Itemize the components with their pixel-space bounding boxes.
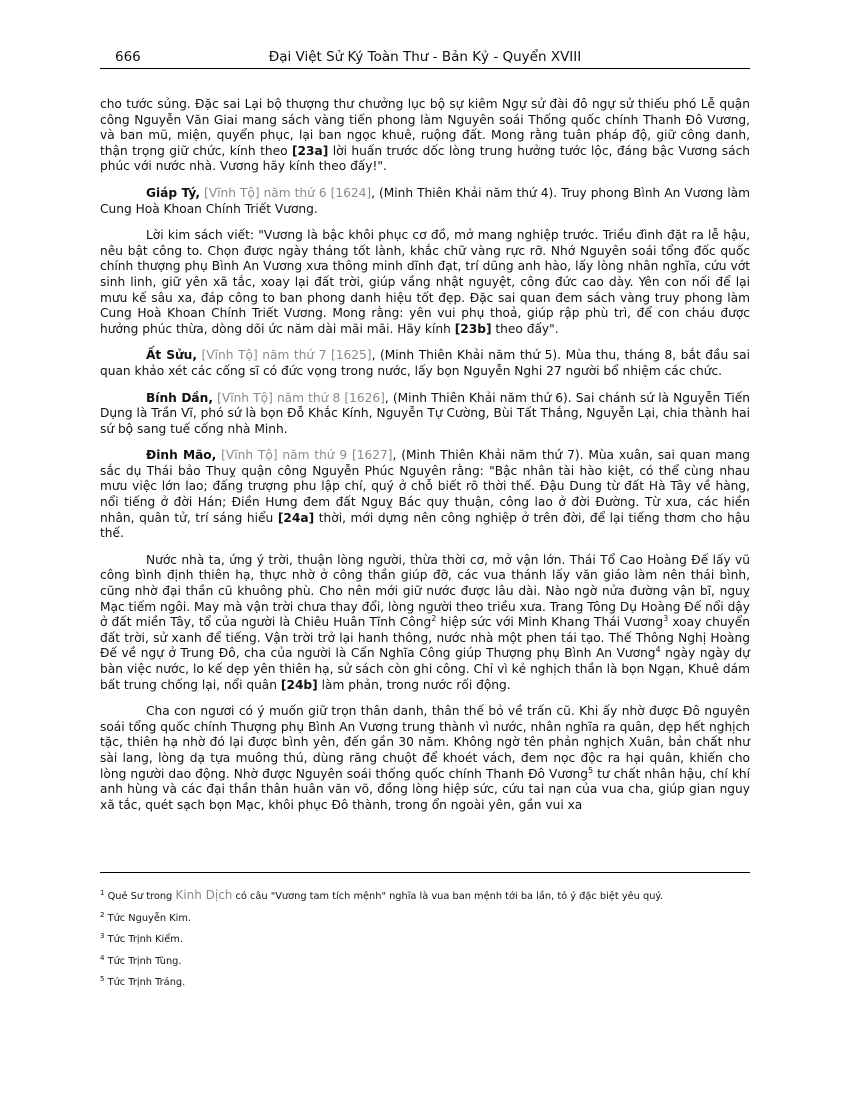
year-heading: Giáp Tý, xyxy=(146,185,200,200)
paragraph: Cha con ngươi có ý muốn giữ trọn thân danh, thân thế bỏ về trấn cũ. Khi ấy nhờ được Đô nguyên soái tổng quốc chính Thượng phụ Bình An Vương trung thành vì nước, nhân nghĩa ra quân, dẹp hết nghịch tặc, thiên hạ nhờ đó lại được bình yên, đến gần 30 năm. Không ngờ tên phản nghịch Xuân, bản chất như sài lang, lòng dạ tựa muông thú, dùng răng chuột để khoét vách, đem nọc độc ra hại quân, khiến cho lòng người dao động. Nhờ được Nguyên soái thống quốc chính Thanh Đô Vương$^5$ tư chất nhân hậu, chí khí anh hùng và các đại thần thân huân văn võ, đồng lòng hiệp sức, cứu tai nạn của vua cha, giúp gian nguy xã tắc, quét sạch bọn Mạc, khôi phục Đô thành, trong ổn ngoài yên, gần vui xa xyxy=(100,704,750,812)
reign-label: [Vĩnh Tộ] năm thứ 9 [1627] xyxy=(221,448,393,463)
year-heading: Ất Sửu, xyxy=(146,348,197,363)
page-ref: [23a] xyxy=(291,143,329,158)
page-ref: [23b] xyxy=(454,321,492,336)
header-rule xyxy=(100,68,750,69)
footnote: $^2$ Tức Nguyễn Kim. xyxy=(100,910,191,924)
reign-label: [Vĩnh Tộ] năm thứ 7 [1625] xyxy=(201,348,372,363)
footnotes xyxy=(100,889,750,999)
reign-label: [Vĩnh Tộ] năm thứ 6 [1624] xyxy=(204,185,372,200)
footnote-marker: 2 xyxy=(431,614,437,624)
footnote: $^1$ Quẻ Sư trong Kinh Dịch có câu "Vương tam tích mệnh" nghĩa là vua ban mệnh tới ba lần, tỏ ý đặc biệt yêu quý. xyxy=(100,888,663,902)
year-heading: Đinh Mão, xyxy=(146,448,217,463)
footnote: $^5$ Tức Trịnh Tráng. xyxy=(100,975,186,989)
paragraph: Lời kim sách viết: "Vương là bậc khôi phục cơ đồ, mở mang nghiệp trước. Triều đình đặt ra lễ hậu, nêu bật công to. Chọn được ngày tháng tốt lành, khắc chữ vàng rực rỡ. Nhớ Nguyên soái tổng đốc quốc chính thượng phụ Bình An Vương xưa thông minh dĩnh đạt, trí dũng anh hào, lấy lòng nhân nghĩa, cứu vớt sinh linh, giữ yên xã tắc, xoay lại đất trời, giúp vầng nhật nguyệt, công đức cao dày. Yên con nối để lại mưu kế sâu xa, đáp công to ban phong danh hiệu tốt đẹp. Đặc sai quan đem sách vàng truy phong làm Cung Hoà Khoan Chính Triết Vương. Mong rằng: yên vui phụ thoả, giúp rập phù trì, để con cháu được hưởng phúc thừa, dòng dõi ức năm dài mãi mãi. Hãy kính [23b] theo đấy". xyxy=(100,228,750,336)
footnote-marker: 5 xyxy=(588,765,594,775)
book-title: Kinh Dịch xyxy=(175,888,233,902)
paragraph: Ất Sửu, [Vĩnh Tộ] năm thứ 7 [1625], (Minh Thiên Khải năm thứ 5). Mùa thu, tháng 8, bắt đầu sai quan khảo xét các cống sĩ có đức vọng trong nước, lấy bọn Nguyễn Nghi 27 người bổ nhiệm các chức. xyxy=(100,348,751,378)
paragraph: Đinh Mão, [Vĩnh Tộ] năm thứ 9 [1627], (Minh Thiên Khải năm thứ 7). Mùa xuân, sai quan mang sắc dụ Thái bảo Thuỵ quận công Nguyễn Phúc Nguyên rằng: "Bậc nhân tài hào kiệt, có thể cùng nhau mưu việc lớn lao; đấng trượng phu lập chí, quý ở chỗ biết rõ thời thế. Đậu Dung từ đất Hà Tây về hàng, nổi tiếng ở đời Hán; Điền Hưng đem đất Nguỵ Bác quy thuận, công lao ở đời Đường. Từ xưa, các hiền nhân, quân tử, trí sáng hiểu [24a] thời, mới dựng nên công nghiệp ở trên đời, để lại tiếng thơm cho hậu thế. xyxy=(100,448,751,541)
paragraph: Bính Dần, [Vĩnh Tộ] năm thứ 8 [1626], (Minh Thiên Khải năm thứ 6). Sai chánh sứ là Nguyễn Tiến Dụng là Trần Vĩ, phó sứ là bọn Đỗ Khắc Kính, Nguyễn Tự Cường, Bùi Tất Thắng, Nguyễn Lại, chia thành hai sứ bộ sang tuế cống nhà Minh. xyxy=(100,390,750,436)
year-heading: Bính Dần, xyxy=(146,390,213,405)
footnote: $^3$ Tức Trịnh Kiểm. xyxy=(100,932,183,946)
paragraph: cho tước sủng. Đặc sai Lại bộ thượng thư chưởng lục bộ sự kiêm Ngự sử đài đô ngự sử thiếu phó Lễ quận công Nguyễn Văn Giai mang sách vàng tiến phong làm Nguyên soái Thống quốc chính Thanh Đô Vương, và ban mũ, miện, quyển phục, lại ban ngọc khuê, ruộng đất. Mong rằng tuân pháp độ, giữ công danh, thận trọng giữ chức, kính theo [23a] lời huấn trước dốc lòng trung hưởng tước lộc, đáng bậc Vương sách phúc với nước nhà. Vương hãy kính theo đấy!". xyxy=(100,97,750,174)
main-text xyxy=(100,97,750,824)
footnote-rule xyxy=(100,872,750,873)
running-title: Đại Việt Sử Ký Toàn Thư - Bản Kỷ - Quyển XVIII xyxy=(268,49,582,65)
paragraph: Nước nhà ta, ứng ý trời, thuận lòng người, thừa thời cơ, mở vận lớn. Thái Tổ Cao Hoàng Đế lấy vũ công bình định thiên hạ, thực nhờ ở công thần giúp đỡ, các vua thánh lấy văn giáo làm nên thái bình, cũng nhờ đại thần cũ khuông phù. Cho nên mới giữ nước được lâu dài. Nào ngờ nửa đường vận bĩ, nguỵ Mạc tiếm ngôi. May mà vận trời chưa thay đổi, lòng người theo triều xưa. Trang Tông Dụ Hoàng Đế nổi dậy ở đất miền Tây, tổ của người là Chiêu Huân Tĩnh Công$^2$ hiệp sức với Minh Khang Thái Vương$^3$ xoay chuyển đất trời, sử xanh để tiếng. Vận trời trở lại hanh thông, nước nhà một phen tái tạo. Thế Thông Nghị Hoàng Đế về ngự ở Trung Đô, cha của người là Cẩn Nghĩa Công giúp Thượng phụ Bình An Vương$^4$ ngày ngày dự bàn việc nước, lo kế dẹp yên thiên hạ, sử sách còn ghi công. Chỉ vì kẻ nghịch thần là bọn Ngạn, Khuê dám bất trung chống lại, nổi quân [24b] làm phản, trong nước rối động. xyxy=(100,552,750,692)
reign-label: [Vĩnh Tộ] năm thứ 8 [1626] xyxy=(217,390,385,405)
page-header xyxy=(100,49,750,69)
footnote-marker: 4 xyxy=(655,645,661,655)
page-ref: [24a] xyxy=(277,510,315,525)
footnote: $^4$ Tức Trịnh Tùng. xyxy=(100,953,182,967)
page-ref: [24b] xyxy=(280,677,318,692)
page-number: 666 xyxy=(115,49,141,65)
footnote-marker: 3 xyxy=(663,614,669,624)
paragraph: Giáp Tý, [Vĩnh Tộ] năm thứ 6 [1624], (Minh Thiên Khải năm thứ 4). Truy phong Bình An Vương làm Cung Hoà Khoan Chính Triết Vương. xyxy=(100,185,751,216)
